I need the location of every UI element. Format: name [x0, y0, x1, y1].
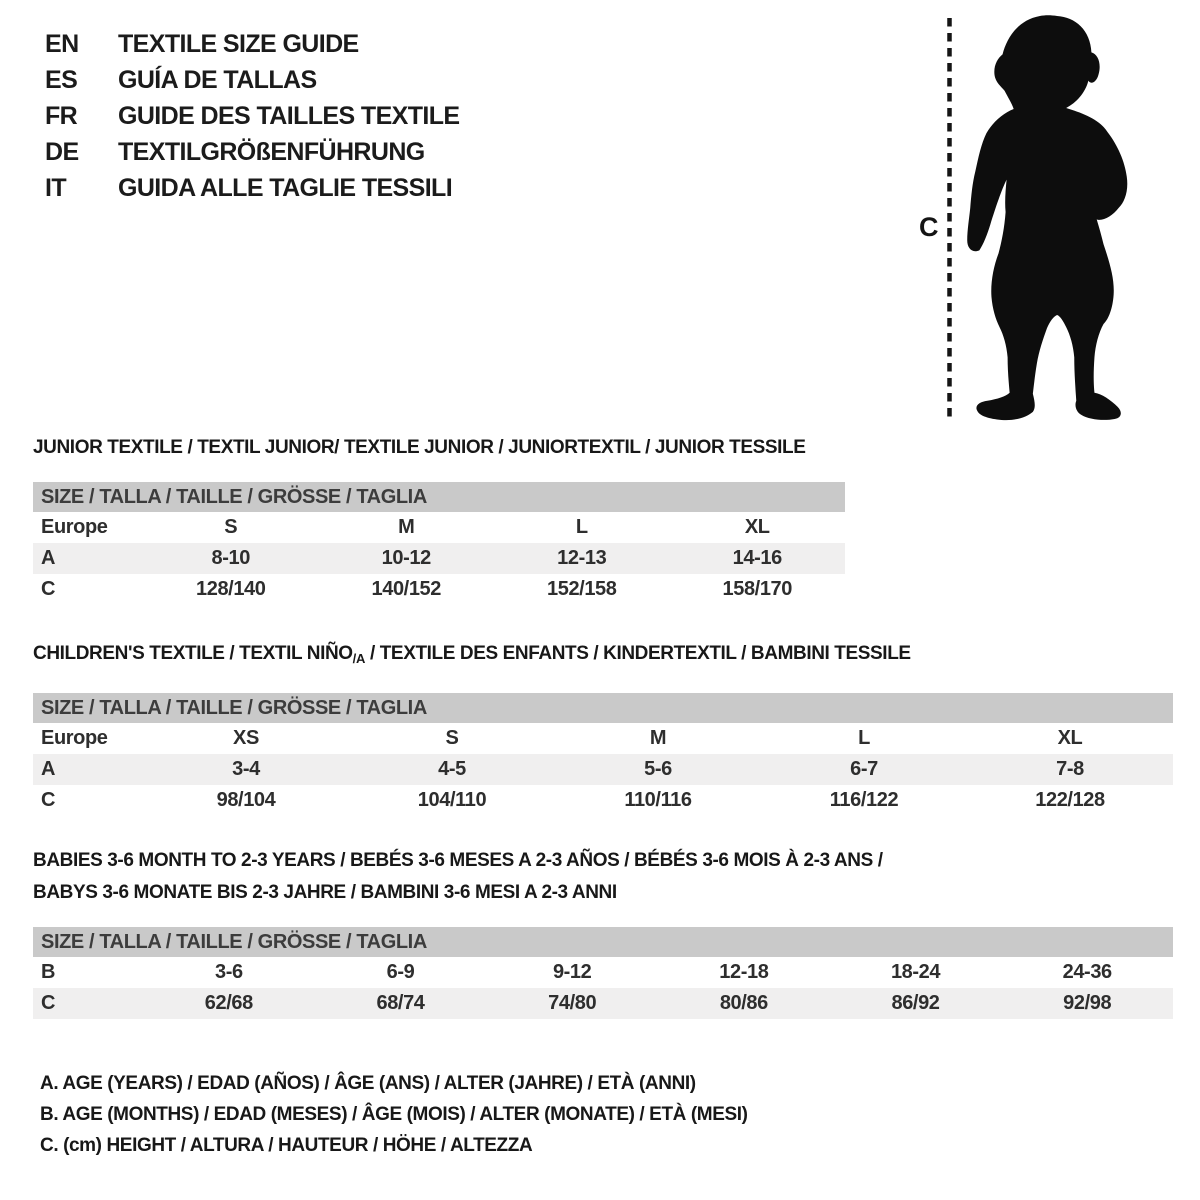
size-cell: 158/170	[722, 578, 792, 600]
size-cell: 128/140	[196, 578, 266, 600]
size-cell: 140/152	[371, 578, 441, 600]
children-size-table	[33, 693, 1173, 816]
table-row	[33, 957, 1173, 988]
language-code: FR	[45, 101, 78, 130]
size-table-header: SIZE / TALLA / TAILLE / GRÖSSE / TAGLIA	[33, 482, 845, 512]
row-label: B	[41, 961, 56, 983]
size-cell: 14-16	[732, 547, 782, 569]
row-label: C	[41, 789, 56, 811]
section-children	[33, 642, 1173, 816]
size-cell: 3-6	[214, 961, 243, 983]
size-cell: S	[445, 727, 459, 749]
section-babies-title	[33, 845, 1173, 909]
size-cell: 6-7	[850, 758, 878, 780]
title-part: / TEXTILE DES ENFANTS / KINDERTEXTIL / BAMBINI TESSILE	[365, 643, 911, 664]
size-cell: 6-9	[386, 961, 415, 983]
table-row	[33, 723, 1173, 754]
row-label: Europe	[41, 727, 108, 749]
language-title: GUÍA DE TALLAS	[118, 65, 317, 94]
table-row	[33, 574, 845, 605]
table-row	[33, 543, 845, 574]
size-cell: 116/122	[829, 789, 899, 811]
size-cell: 110/116	[624, 789, 692, 811]
size-table-body	[33, 723, 1173, 816]
size-cell: 12-18	[719, 961, 769, 983]
height-measure-figure	[903, 8, 1173, 426]
language-list	[45, 26, 460, 206]
language-code: IT	[45, 173, 67, 202]
language-title: GUIDE DES TAILLES TEXTILE	[118, 101, 460, 130]
legend-line-c: C. (cm) HEIGHT / ALTURA / HAUTEUR / HÖHE / ALTEZZA	[40, 1135, 533, 1156]
language-row-it	[45, 170, 460, 206]
row-label: A	[41, 547, 56, 569]
size-cell: 18-24	[890, 961, 941, 983]
table-row	[33, 754, 1173, 785]
language-title: TEXTILGRÖßENFÜHRUNG	[118, 137, 425, 166]
size-cell: 68/74	[376, 992, 425, 1014]
size-cell: 152/158	[547, 578, 617, 600]
row-label: C	[41, 992, 56, 1014]
language-code: ES	[45, 65, 78, 94]
height-measure-label: C	[919, 212, 938, 242]
size-cell: 12-13	[557, 547, 607, 569]
size-cell: 98/104	[216, 789, 276, 811]
size-cell: 86/92	[891, 992, 940, 1014]
language-row-es	[45, 62, 460, 98]
size-table-body	[33, 512, 845, 605]
size-table-body	[33, 957, 1173, 1019]
title-line: BABYS 3-6 MONATE BIS 2-3 JAHRE / BAMBINI 3-6 MESI A 2-3 ANNI	[33, 882, 617, 903]
size-cell: 3-4	[232, 758, 260, 780]
size-cell: 7-8	[1056, 758, 1084, 780]
size-cell: 122/128	[1035, 789, 1105, 811]
legend-line-a: A. AGE (YEARS) / EDAD (AÑOS) / ÂGE (ANS) / ALTER (JAHRE) / ETÀ (ANNI)	[40, 1073, 696, 1094]
size-cell: 80/86	[719, 992, 768, 1014]
table-row	[33, 988, 1173, 1019]
language-title: GUIDA ALLE TAGLIE TESSILI	[118, 173, 453, 202]
toddler-silhouette-icon	[957, 10, 1139, 424]
size-cell: L	[575, 516, 588, 538]
row-label: C	[41, 578, 56, 600]
language-row-en	[45, 26, 460, 62]
size-cell: 4-5	[438, 758, 466, 780]
height-dashed-line-icon	[945, 18, 954, 418]
section-junior	[33, 436, 845, 605]
size-cell: M	[398, 516, 415, 538]
size-cell: 92/98	[1063, 992, 1112, 1014]
size-cell: 104/110	[417, 789, 487, 811]
size-cell: 5-6	[644, 758, 672, 780]
size-cell: 8-10	[211, 547, 250, 569]
size-cell: L	[858, 727, 870, 749]
language-code: EN	[45, 29, 79, 58]
section-babies	[33, 845, 1173, 1019]
section-junior-title: JUNIOR TEXTILE / TEXTIL JUNIOR/ TEXTILE JUNIOR / JUNIORTEXTIL / JUNIOR TESSILE	[33, 437, 806, 458]
section-children-title	[33, 642, 1173, 670]
size-cell: S	[224, 516, 238, 538]
table-row	[33, 512, 845, 543]
row-label: Europe	[41, 516, 108, 538]
language-row-fr	[45, 98, 460, 134]
language-title: TEXTILE SIZE GUIDE	[118, 29, 359, 58]
legend-line-b: B. AGE (MONTHS) / EDAD (MESES) / ÂGE (MOIS) / ALTER (MONATE) / ETÀ (MESI)	[40, 1104, 748, 1125]
size-cell: XL	[1057, 727, 1083, 749]
size-cell: XL	[744, 516, 770, 538]
size-cell: 10-12	[381, 547, 431, 569]
size-cell: 74/80	[548, 992, 597, 1014]
size-cell: 62/68	[204, 992, 253, 1014]
size-cell: XS	[233, 727, 259, 749]
table-row	[33, 785, 1173, 816]
size-table-header: SIZE / TALLA / TAILLE / GRÖSSE / TAGLIA	[33, 693, 1173, 723]
legend	[40, 1068, 748, 1161]
babies-size-table	[33, 927, 1173, 1019]
size-cell: M	[649, 727, 667, 749]
junior-size-table	[33, 482, 845, 605]
title-line: BABIES 3-6 MONTH TO 2-3 YEARS / BEBÉS 3-6 MESES A 2-3 AÑOS / BÉBÉS 3-6 MOIS À 2-3 ANS /	[33, 850, 883, 871]
title-subscript: /A	[352, 651, 366, 666]
row-label: A	[41, 758, 56, 780]
language-row-de	[45, 134, 460, 170]
size-cell: 9-12	[552, 961, 592, 983]
size-table-header: SIZE / TALLA / TAILLE / GRÖSSE / TAGLIA	[33, 927, 1173, 957]
language-code: DE	[45, 137, 79, 166]
size-cell: 24-36	[1062, 961, 1112, 983]
title-part: CHILDREN'S TEXTILE / TEXTIL NIÑO	[33, 643, 353, 664]
